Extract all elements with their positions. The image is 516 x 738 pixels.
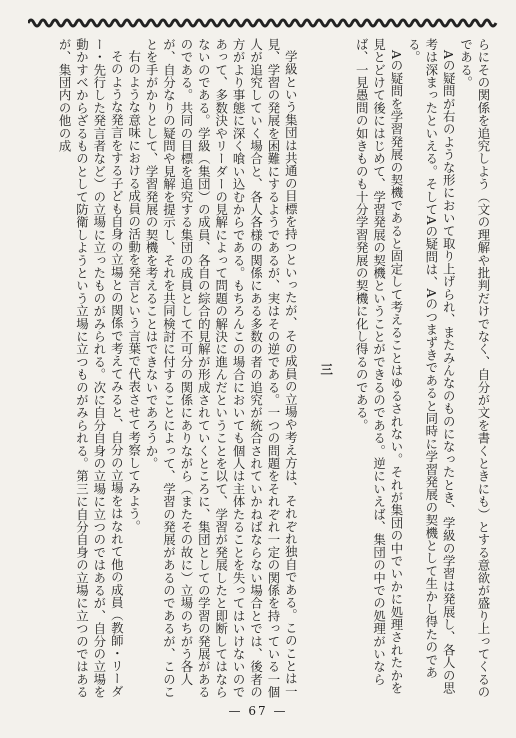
paragraph: そのような発言をする子ども自身の立場との関係で考えてみると、自分の立場をはなれて他の成員（教師・リーダー・先行した発言者など）の立場に立ったものがみられる。次に自分自身の立場に立つのではあるが、自分の立場を動かすべからざるものとして防衛しようという立場に立つものがみられる。第三に自分自身の立場に立つのではあるが、集団内の他の成 [57,38,125,699]
section-number: 三 [318,362,334,376]
paragraph: らにその関係を追究しよう（文の理解や批判だけでなく、自分が文を書くときにも）とする意欲が盛り上ってくるのである。 [458,38,491,699]
decorative-wavy-rule [28,16,498,30]
paragraphs-before-section [353,38,492,700]
vertical-text-body [26,38,492,700]
paragraphs-after-section [56,38,300,700]
paragraph: Aの疑問を学習発展の契機であると固定して考えることはゆるされない。それが集団の中でいかに処理されたかを見とどけて後にはじめて、学習発展の契機ということができるのである。逆にいえば、集団の中での処理がいならば、一見愚問の如きものも十分学習発展の契機に化し得るのである。 [354,38,404,695]
paragraph: Aの疑問が右のような形において取り上げられ、またみんなのものになったとき、学級の学習は発展し、各人の思考は深まったといえる。そしてAの疑問は、Aのつまずきであると同時に学習発展の契機として生かし得たのである。 [406,38,457,695]
paragraph: 右のような意味における成員の活動を発言という言葉で代表させて考察してみよう。 [126,50,142,533]
page-number: — 67 — [228,704,288,718]
paragraph: 学級という集団は共通の目標を持つといったが、その成員の立場や考え方は、それぞれ独自である。このことは一見、学習の発展を困難にするようであるが、実はその逆である。一つの問題をそれぞれ一定の関係を持っている一個人が追究していく場合と、各人各様の関係にある多数の者の追究が統合されていかねばならない場合とでは、後者の方がより事態に深く喰い込むからである。もちろんこの場合においても個人は主体たることを失ってはいけないのであって、多数決やリーダーの見解によって問題の解決に進んだということを以て、学習が発展したと即断してはならないのである。学級（集団）の成員、各自の綜合的見解が形成されていくところに、集団としての学習の発展があるのである。共同の目標を追究する集団の成員として不可分の関係にありながら（またその故に）立場のちがう各人が、自分なりの疑問や見解を提示し、それを共同検討に付することによって、学習の発展があるのであるが、このことを手がかりとして、学習発展の契機を考えることはできないであろうか。 [144,38,299,699]
